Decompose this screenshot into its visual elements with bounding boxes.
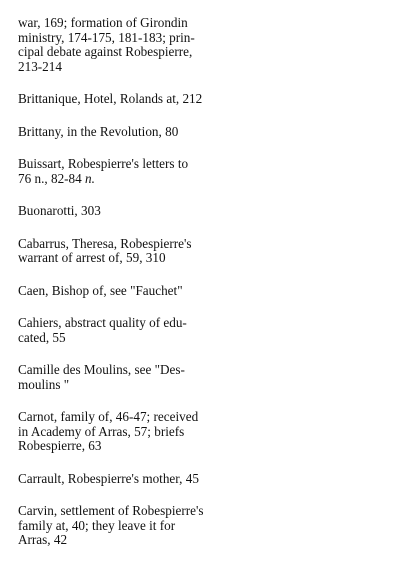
entry-line: Caen, Bishop of, see "Fauchet" [18, 282, 183, 298]
entry-line: in Academy of Arras, 57; briefs [18, 423, 185, 439]
entry-line: Arras, 42 [18, 532, 68, 547]
entry-line-text: 76 n., 82-84 [18, 170, 86, 186]
entry-line [18, 172, 218, 187]
entry-line: Carrault, Robespierre's mother, 45 [18, 470, 199, 486]
entry-line: cipal debate against Robespierre, [18, 44, 193, 59]
entry-line: Robespierre, 63 [18, 438, 102, 453]
entry-line: war, 169; formation of Girondin [18, 15, 188, 30]
index-entry-girondin [18, 16, 218, 74]
entry-line: Cahiers, abstract quality of edu- [18, 315, 187, 330]
index-entry-cahiers [18, 316, 218, 345]
entry-line: Carvin, settlement of Robespierre's [18, 503, 204, 518]
entry-line: 213-214 [18, 58, 62, 74]
entry-line: Camille des Moulins, see "Des- [18, 362, 185, 377]
entry-italic-suffix: n. [85, 170, 95, 186]
entry-line: cated, 55 [18, 329, 66, 345]
entry-line: Brittany, in the Revolution, 80 [18, 123, 179, 139]
index-page [18, 16, 218, 566]
entry-line: Buonarotti, 303 [18, 203, 101, 218]
index-entry-caen [18, 284, 218, 299]
entry-line: Brittanique, Hotel, Rolands at, 212 [18, 91, 203, 106]
entry-line: warrant of arrest of, 59, 310 [18, 250, 166, 265]
entry-line: Buissart, Robespierre's letters to [18, 156, 189, 171]
index-entry-brittany [18, 125, 218, 140]
index-entry-carnot [18, 410, 218, 454]
entry-line: Cabarrus, Theresa, Robespierre's [18, 235, 192, 251]
entry-line: moulins " [18, 376, 70, 392]
index-entry-buonarotti [18, 204, 218, 219]
index-entry-buissart [18, 157, 218, 186]
index-entry-carvin [18, 504, 218, 548]
index-entry-carrault [18, 472, 218, 487]
index-entry-cabarrus [18, 237, 218, 266]
entry-line: ministry, 174-175, 181-183; prin- [18, 29, 195, 45]
entry-line: family at, 40; they leave it for [18, 517, 176, 533]
index-entry-camille [18, 363, 218, 392]
entry-line: Carnot, family of, 46-47; received [18, 409, 199, 424]
index-entry-brittanique [18, 92, 218, 107]
